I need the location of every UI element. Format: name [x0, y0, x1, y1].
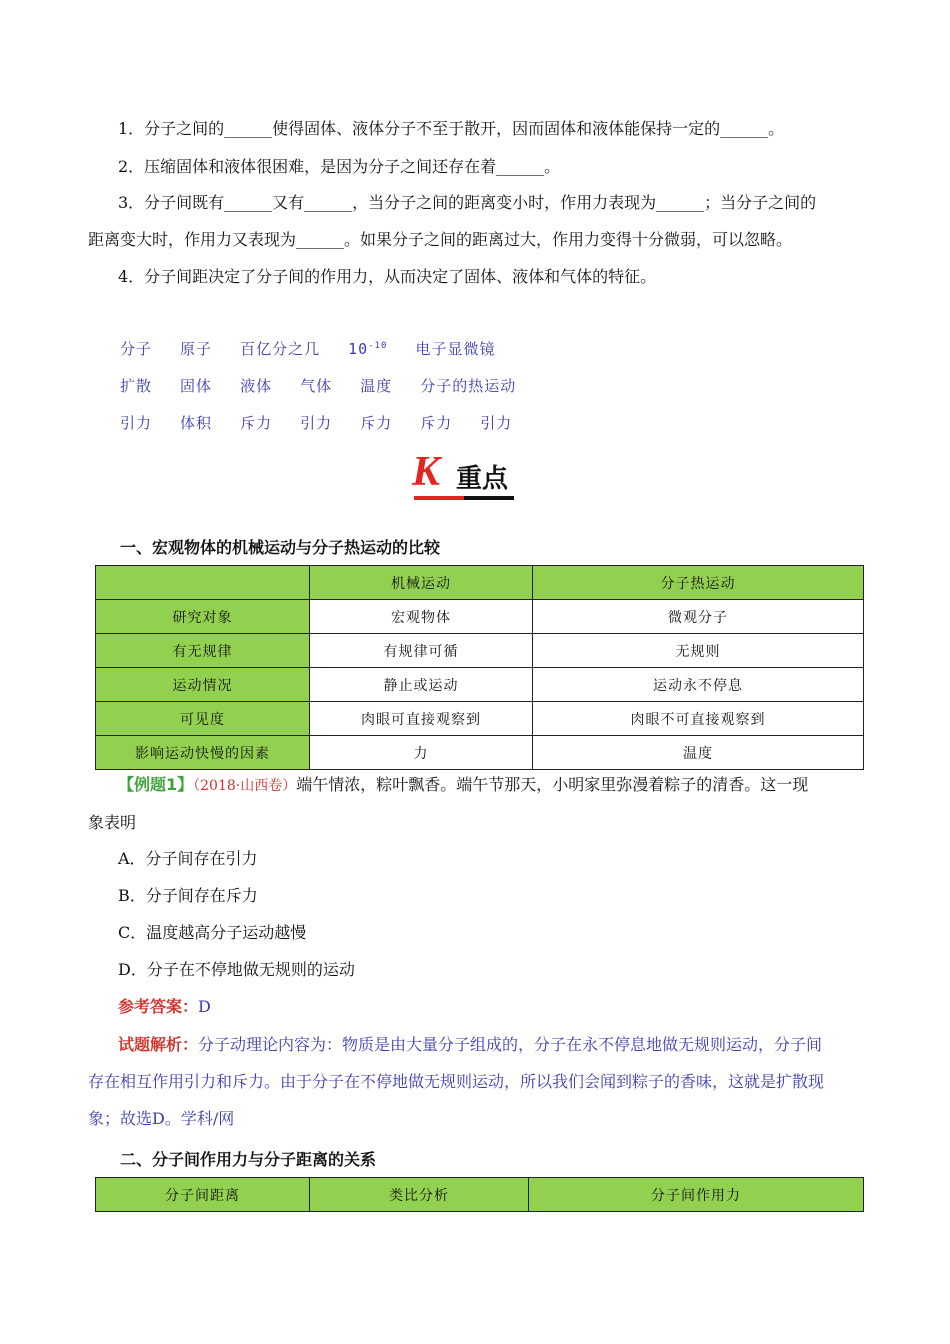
question-2: 2．压缩固体和液体很困难，是因为分子之间还存在着______。 [118, 157, 561, 176]
question-3-line1: 3．分子间既有______又有______，当分子之间的距离变小时，作用力表现为______；当分子之间的 [118, 193, 817, 212]
table-header-cell: 机械运动 [310, 566, 533, 600]
answer-label: 参考答案： [118, 997, 199, 1016]
comparison-table [95, 565, 864, 770]
logo-letter: K [412, 449, 441, 495]
answer-word: 斥力 [240, 414, 273, 432]
answer-word: 气体 [300, 377, 333, 395]
example-label: 【例题1】 [118, 775, 194, 794]
table-cell: 肉眼不可直接观察到 [533, 702, 864, 736]
table-row [96, 668, 864, 702]
question-1: 1．分子之间的______使得固体、液体分子不至于散开，因而固体和液体能保持一定的______。 [118, 119, 785, 138]
logo-text: 重点 [456, 464, 509, 494]
analysis-line3: 象；故选D。学科/网 [88, 1109, 235, 1128]
section-2-heading: 二、分子间作用力与分子距离的关系 [120, 1150, 377, 1169]
row-label: 可见度 [96, 702, 310, 736]
section-1-heading: 一、宏观物体的机械运动与分子热运动的比较 [120, 538, 441, 557]
analysis-text: 分子动理论内容为：物质是由大量分子组成的，分子在永不停息地做无规则运动，分子间 [198, 1035, 823, 1054]
answer-word: 分子 [120, 340, 153, 358]
table-header-cell: 分子间作用力 [529, 1178, 864, 1212]
table-cell: 有规律可循 [310, 634, 533, 668]
answer-value: D [198, 997, 211, 1016]
option-b: B．分子间存在斥力 [118, 886, 258, 905]
row-label: 有无规律 [96, 634, 310, 668]
answer-row-1 [120, 338, 514, 359]
logo-underline [414, 496, 514, 500]
answer-row-2 [120, 375, 534, 396]
key-points-logo [412, 449, 522, 502]
answer-word: 分子的热运动 [420, 377, 517, 395]
table-row [96, 736, 864, 770]
table-header-cell [96, 566, 310, 600]
table-header-row [96, 1178, 864, 1212]
analysis-label: 试题解析： [118, 1035, 199, 1054]
answer-word: 体积 [180, 414, 213, 432]
answer-word: 引力 [480, 414, 513, 432]
table-cell: 宏观物体 [310, 600, 533, 634]
row-label: 研究对象 [96, 600, 310, 634]
answer-word: 电子显微镜 [415, 340, 496, 358]
row-label: 运动情况 [96, 668, 310, 702]
answer-word: 斥力 [420, 414, 453, 432]
answer-word: 温度 [360, 377, 393, 395]
table-cell: 静止或运动 [310, 668, 533, 702]
table-cell: 无规则 [533, 634, 864, 668]
answer-word: 原子 [180, 340, 213, 358]
analysis-line1 [118, 1034, 822, 1056]
option-d: D．分子在不停地做无规则的运动 [118, 960, 355, 979]
answer-word: 固体 [180, 377, 213, 395]
question-4: 4．分子间距决定了分子间的作用力，从而决定了固体、液体和气体的特征。 [118, 267, 657, 286]
table-header-cell: 分子热运动 [533, 566, 864, 600]
answer-power [348, 340, 387, 358]
table-header-cell: 类比分析 [310, 1178, 529, 1212]
option-c: C．温度越高分子运动越慢 [118, 923, 307, 942]
table-cell: 力 [310, 736, 533, 770]
answer-exponent: -10 [368, 341, 388, 351]
answer-word: 扩散 [120, 377, 153, 395]
example-stem-line2: 象表明 [88, 813, 137, 832]
answer-word: 引力 [120, 414, 153, 432]
answer-word: 引力 [300, 414, 333, 432]
reference-answer [118, 996, 211, 1018]
table-row [96, 702, 864, 736]
table-cell: 肉眼可直接观察到 [310, 702, 533, 736]
answer-base: 10 [348, 340, 369, 358]
question-3-line2: 距离变大时，作用力又表现为______。如果分子之间的距离过大，作用力变得十分微弱，可以忽略。 [88, 230, 793, 249]
table-cell: 微观分子 [533, 600, 864, 634]
answer-word: 液体 [240, 377, 273, 395]
table-header-row [96, 566, 864, 600]
table-cell: 运动永不停息 [533, 668, 864, 702]
row-label: 影响运动快慢的因素 [96, 736, 310, 770]
table-cell: 温度 [533, 736, 864, 770]
analysis-line2: 存在相互作用引力和斥力。由于分子在不停地做无规则运动，所以我们会闻到粽子的香味，这就是扩散现 [88, 1072, 825, 1091]
example-stem-text: 端午情浓，粽叶飘香。端午节那天，小明家里弥漫着粽子的清香。这一现 [296, 775, 809, 794]
example-source: （2018·山西卷） [193, 778, 297, 794]
force-distance-table [95, 1177, 864, 1212]
answer-word: 斥力 [360, 414, 393, 432]
table-header-cell: 分子间距离 [96, 1178, 310, 1212]
option-a: A．分子间存在引力 [118, 849, 258, 868]
example-stem-line1 [118, 774, 808, 797]
table-row [96, 600, 864, 634]
table-row [96, 634, 864, 668]
answer-word: 百亿分之几 [240, 340, 321, 358]
answer-row-3 [120, 412, 530, 433]
